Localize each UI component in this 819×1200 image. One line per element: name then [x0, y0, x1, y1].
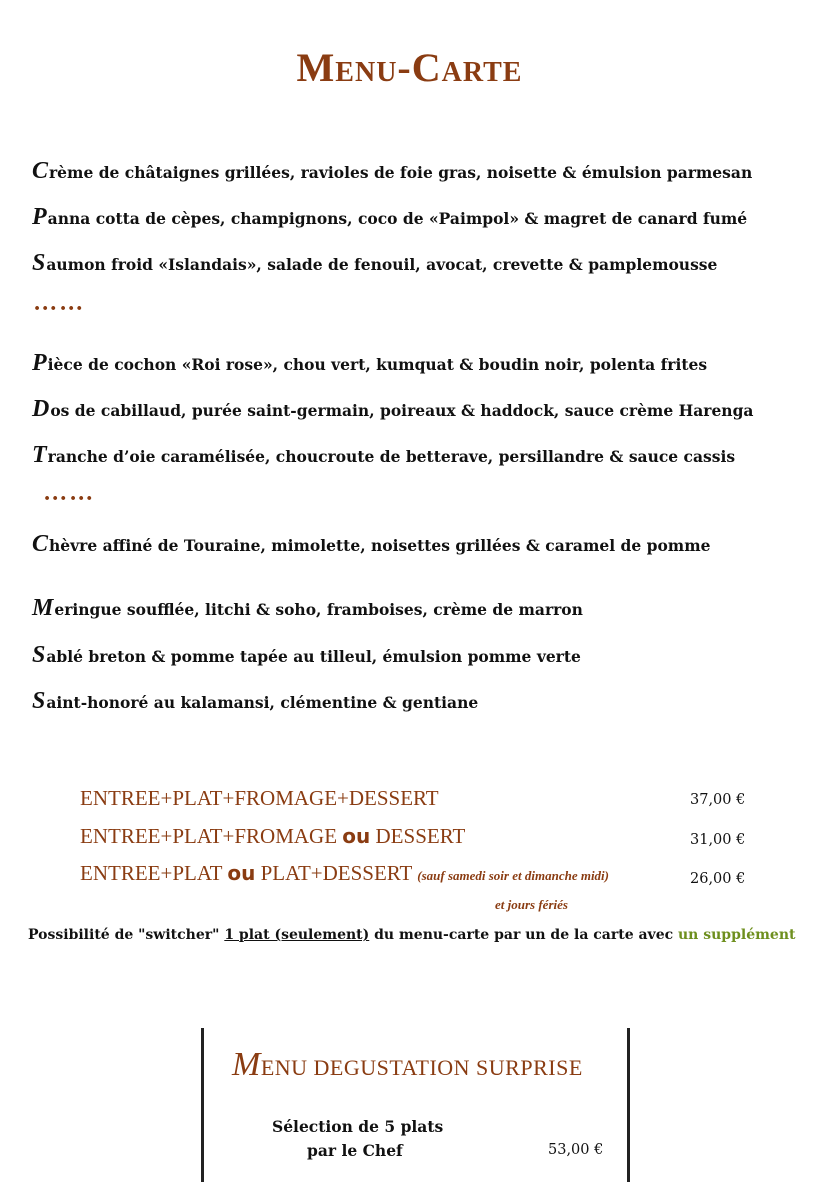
menu-item: [32, 350, 707, 377]
formula-line: [80, 786, 439, 811]
formula-price: 37,00 €: [690, 792, 746, 808]
menu-item: [32, 158, 752, 185]
dish-description: hèvre affiné de Touraine, mimolette, noisettes grillées & caramel de pomme: [49, 536, 711, 555]
formula-price: 31,00 €: [690, 832, 746, 848]
degustation-title-initial: M: [232, 1046, 261, 1083]
supplement-text: un supplément: [678, 927, 796, 943]
switch-text: Possibilité de "switcher": [28, 927, 225, 943]
box-left-rule: [201, 1028, 204, 1182]
dish-description: rème de châtaignes grillées, ravioles de foie gras, noisette & émulsion parmesan: [49, 163, 753, 182]
degustation-line: Sélection de 5 plats: [272, 1117, 444, 1136]
dish-initial: P: [32, 350, 47, 376]
menu-item: [32, 250, 717, 277]
formula-text: ENTREE+PLAT+FROMAGE: [80, 824, 343, 848]
dish-description: eringue soufflée, litchi & soho, framboises, crème de marron: [54, 600, 583, 619]
formula-text: PLAT+DESSERT: [255, 861, 418, 885]
dish-description: ièce de cochon «Roi rose», chou vert, kumquat & boudin noir, polenta frites: [47, 355, 708, 374]
dish-initial: P: [32, 204, 47, 230]
formula-note: (sauf samedi soir et dimanche midi): [417, 868, 609, 883]
page-title: Menu-Carte: [296, 45, 523, 90]
menu-item: [32, 396, 753, 423]
formula-text: DESSERT: [370, 824, 466, 848]
dish-initial: M: [32, 595, 54, 621]
dish-description: os de cabillaud, purée saint-germain, poireaux & haddock, sauce crème Harenga: [50, 401, 754, 420]
menu-item: [32, 442, 735, 469]
dish-initial: T: [32, 442, 47, 468]
switch-text: du menu-carte par un de la carte avec: [369, 927, 678, 943]
switch-underlined: 1 plat (seulement): [224, 927, 370, 943]
dish-initial: S: [32, 642, 46, 668]
separator-dots: ……: [44, 480, 96, 506]
formula-text: ENTREE+PLAT+FROMAGE+DESSERT: [80, 786, 439, 810]
switch-notice: [28, 927, 795, 943]
formula-text: ENTREE+PLAT: [80, 861, 228, 885]
dish-initial: D: [32, 396, 50, 422]
dish-initial: S: [32, 250, 46, 276]
menu-item: [32, 531, 710, 558]
formula-or: ou: [342, 824, 371, 848]
formula-or: ou: [227, 861, 256, 885]
degustation-price: 53,00 €: [548, 1142, 604, 1158]
menu-item: [32, 688, 478, 715]
degustation-title: [232, 1046, 583, 1084]
dish-description: aumon froid «Islandais», salade de fenouil, avocat, crevette & pamplemousse: [46, 255, 718, 274]
dish-description: anna cotta de cèpes, champignons, coco de «Paimpol» & magret de canard fumé: [47, 209, 748, 228]
separator-dots: ……: [34, 290, 86, 316]
dish-initial: S: [32, 688, 46, 714]
dish-description: ablé breton & pomme tapée au tilleul, émulsion pomme verte: [46, 647, 581, 666]
menu-item: [32, 204, 747, 231]
formula-price: 26,00 €: [690, 871, 746, 887]
dish-description: ranche d’oie caramélisée, choucroute de betterave, persillandre & sauce cassis: [47, 447, 736, 466]
dish-initial: C: [32, 531, 49, 557]
degustation-line: par le Chef: [307, 1141, 403, 1160]
menu-item: [32, 595, 583, 622]
dish-description: aint-honoré au kalamansi, clémentine & gentiane: [46, 693, 479, 712]
degustation-title-rest: ENU DEGUSTATION SURPRISE: [260, 1055, 583, 1080]
box-right-rule: [627, 1028, 630, 1182]
formula-line: [80, 861, 609, 886]
menu-item: [32, 642, 581, 669]
formula-line: [80, 824, 465, 849]
formula-note-continued: et jours fériés: [495, 897, 568, 912]
dish-initial: C: [32, 158, 49, 184]
